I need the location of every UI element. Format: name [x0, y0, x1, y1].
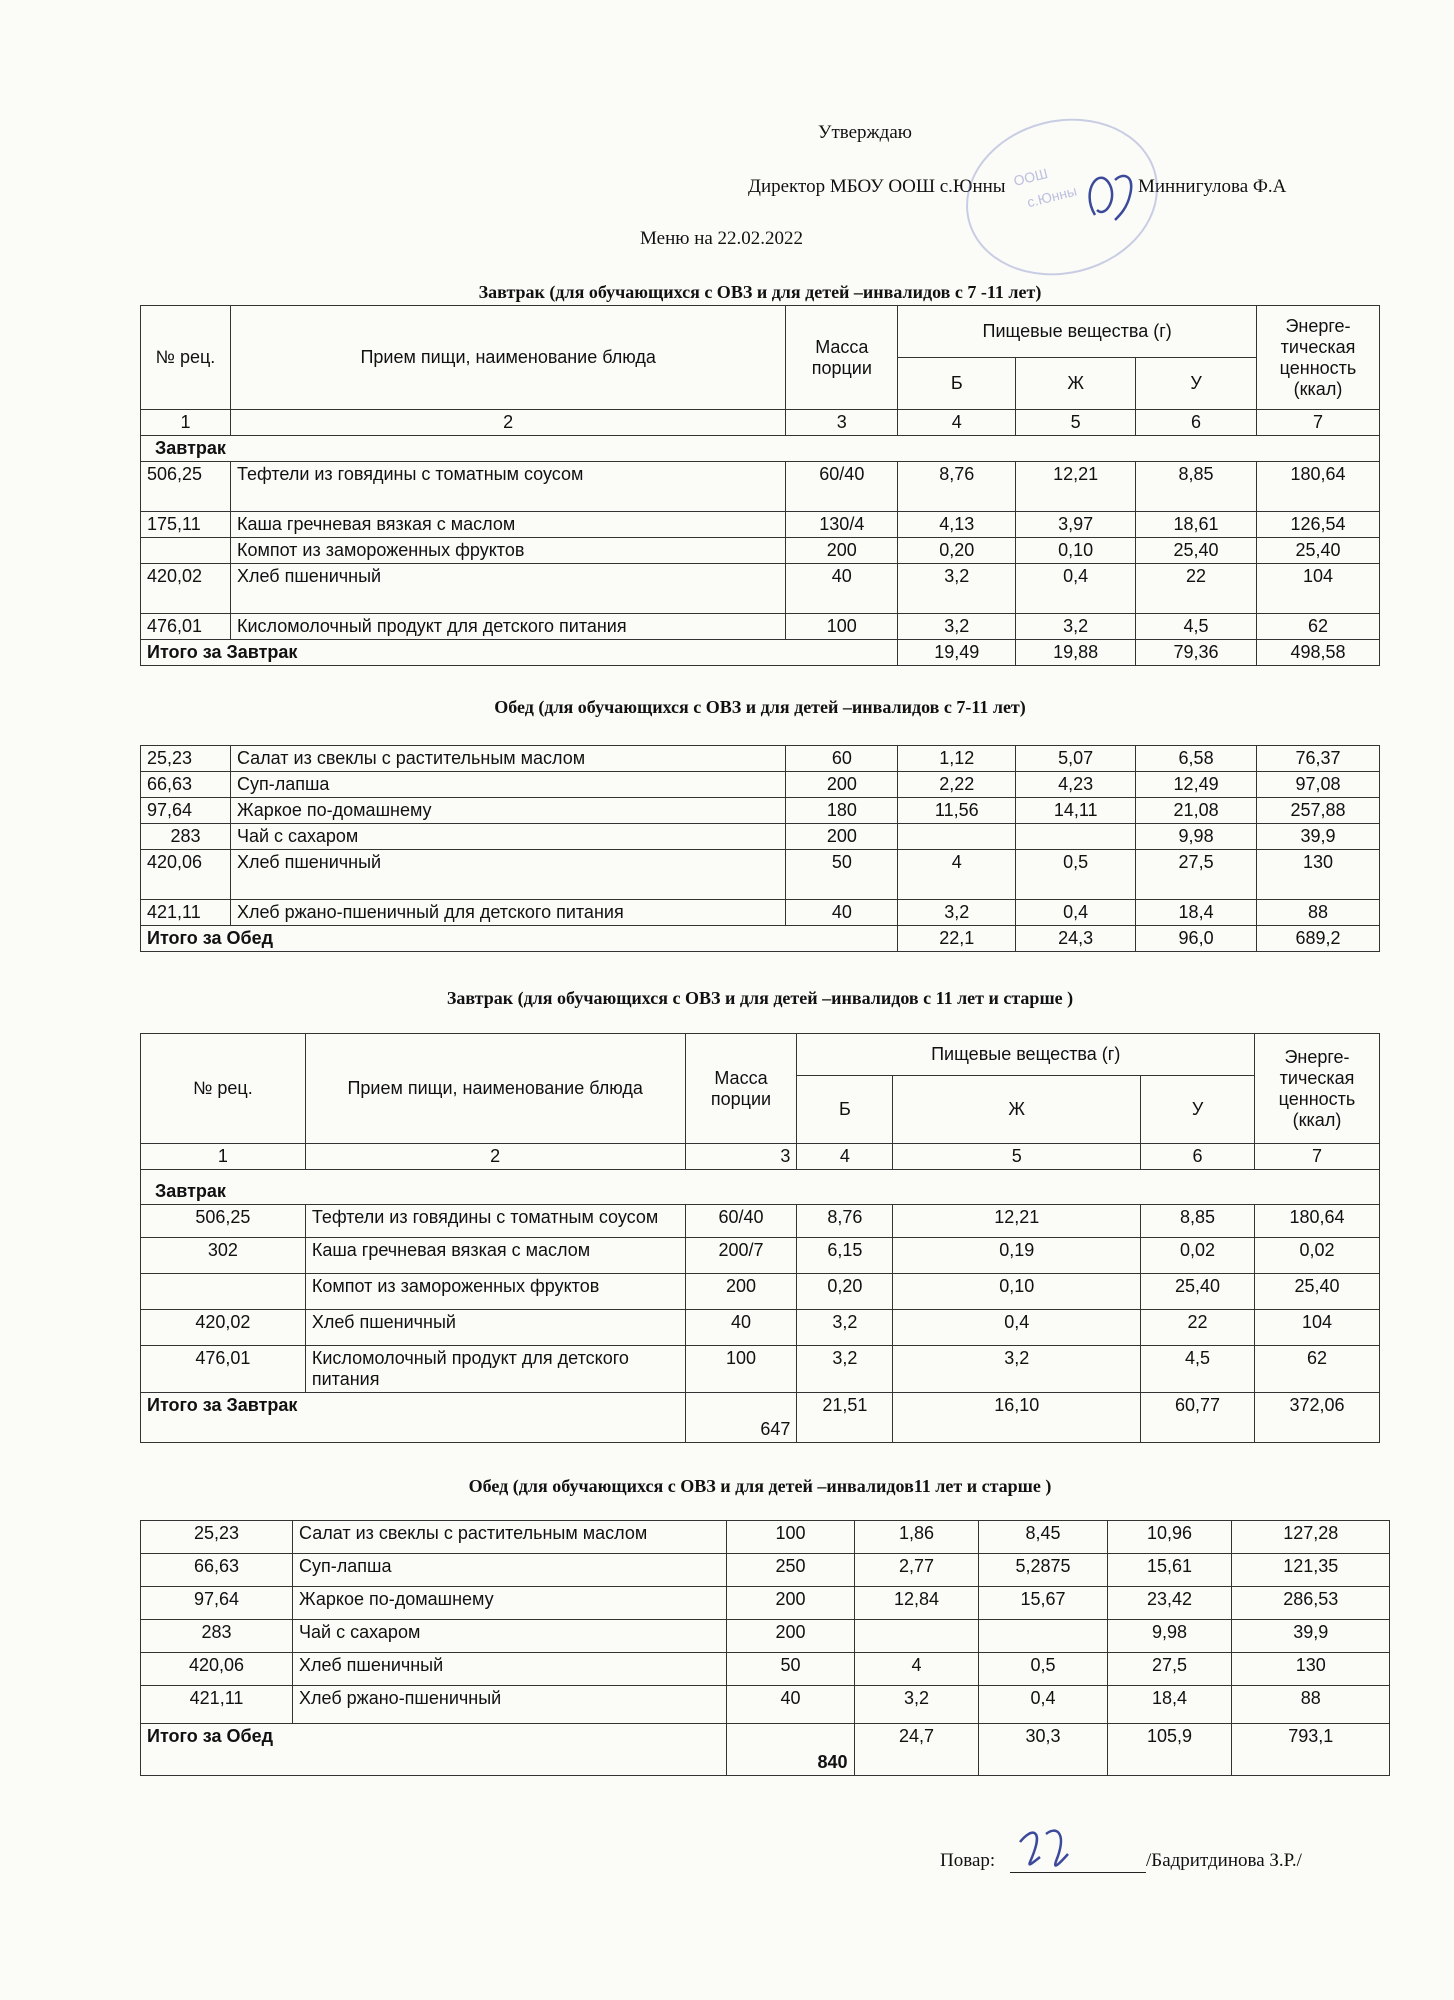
table-row: 420,02 Хлеб пшеничный 40 3,2 0,4 22 104: [141, 1310, 1380, 1346]
table-row: 25,23 Салат из свеклы с растительным маслом 100 1,86 8,45 10,96 127,28: [141, 1521, 1390, 1554]
director-name: Миннигулова Ф.А: [1138, 176, 1287, 197]
table-row: 476,01 Кисломолочный продукт для детского питания 100 3,2 3,2 4,5 62: [141, 1346, 1380, 1393]
menu-date: Меню на 22.02.2022: [640, 228, 804, 249]
table-row: 420,06 Хлеб пшеничный 50 4 0,5 27,5 130: [141, 1653, 1390, 1686]
t2-title: Обед (для обучающихся с ОВЗ и для детей –инвалидов с 7-11 лет): [494, 697, 1026, 717]
table-row: 420,06 Хлеб пшеничный 50 4 0,5 27,5 130: [141, 850, 1380, 900]
table-row: 421,11 Хлеб ржано-пшеничный для детского питания 40 3,2 0,4 18,4 88: [141, 900, 1380, 926]
lunch-7-11-table: [140, 745, 1380, 952]
table-row: 25,23 Салат из свеклы с растительным маслом 60 1,12 5,07 6,58 76,37: [141, 746, 1380, 772]
table-row: 506,25 Тефтели из говядины с томатным соусом 60/40 8,76 12,21 8,85 180,64: [141, 462, 1380, 512]
director-line: Директор МБОУ ООШ с.Юнны: [748, 176, 1006, 197]
total-row: Итого за Завтрак 19,49 19,88 79,36 498,58: [141, 640, 1380, 666]
total-row: Итого за Обед 840 24,7 30,3 105,9 793,1: [141, 1724, 1390, 1776]
breakfast-7-11-table: № рец. Прием пищи, наименование блюда Масса порции Пищевые вещества (г) Энерге-тическая ценность (ккал) Б Ж У 1 2 3 4 5 6 7 Завтрак 506,25 Тефтели из говядины с томатным соусом 60/40 8,76 12,21 8,85 180,64 175,11 Каша гречневая вязкая с маслом 130/4 4,13 3,97 18,61 126,54 Компот из замороженных фруктов 200 0,20 0,10 25,40 25,40 420,02 Хлеб пшеничный 40 3,2 0,4 22 104 476,01 Кисломолочный продукт для детского питания 100 3,2 3,2 4,5 62 Итого за Завтрак 19,49 19,88 79,36 498,58: [140, 305, 1380, 666]
table-header-numbers: 1 2 3 4 5 6 7: [141, 1144, 1380, 1170]
total-row: Итого за Завтрак 647 21,51 16,10 60,77 372,06: [141, 1393, 1380, 1443]
table-row: 66,63 Суп-лапша 250 2,77 5,2875 15,61 121,35: [141, 1554, 1390, 1587]
cook-label: Повар:: [940, 1850, 996, 1871]
cook-signature-icon: [1012, 1822, 1082, 1877]
table-row: 506,25 Тефтели из говядины с томатным соусом 60/40 8,76 12,21 8,85 180,64: [141, 1205, 1380, 1238]
table-row: 97,64 Жаркое по-домашнему 180 11,56 14,11 21,08 257,88: [141, 798, 1380, 824]
table-row: 66,63 Суп-лапша 200 2,22 4,23 12,49 97,08: [141, 772, 1380, 798]
section-label: Завтрак: [141, 436, 1380, 462]
table-row: 421,11 Хлеб ржано-пшеничный 40 3,2 0,4 18,4 88: [141, 1686, 1390, 1724]
approval-text: Утверждаю: [818, 122, 912, 143]
table-row: 302 Каша гречневая вязкая с маслом 200/7 6,15 0,19 0,02 0,02: [141, 1238, 1380, 1274]
table-row: 175,11 Каша гречневая вязкая с маслом 130/4 4,13 3,97 18,61 126,54: [141, 512, 1380, 538]
breakfast-11plus-table: № рец. Прием пищи, наименование блюда Масса порции Пищевые вещества (г) Энерге-тическая ценность (ккал) Б Ж У 1 2 3 4 5 6 7 Завтрак 506,25 Тефтели из говядины с томатным соусом 60/40 8,76 12,21 8,85 180,64 302 Каша гречневая вязкая с маслом 200/7 6,15 0,19 0,02 0,02 Компот из замороженных фруктов 200 0,20 0,10 25,40 25,40 420,02 Хлеб пшеничный 40 3,2 0,4 22 104 476,01 Кисломолочный продукт для детского питания 100 3,2 3,2 4,5 62 Итого за Завтрак 647 21,51 16,10 60,77 372,06: [140, 1033, 1380, 1443]
table-row: 420,02 Хлеб пшеничный 40 3,2 0,4 22 104: [141, 564, 1380, 614]
table-header-numbers: 1 2 3 4 5 6 7: [141, 410, 1380, 436]
table-row: Компот из замороженных фруктов 200 0,20 0,10 25,40 25,40: [141, 1274, 1380, 1310]
table-row: 283 Чай с сахаром 200 9,98 39,9: [141, 824, 1380, 850]
school-stamp: ООШ с.Юнны: [949, 99, 1174, 295]
section-label: Завтрак: [141, 1170, 1380, 1205]
t3-title: Завтрак (для обучающихся с ОВЗ и для детей –инвалидов с 11 лет и старше ): [446, 988, 1074, 1008]
t1-title: Завтрак (для обучающихся с ОВЗ и для детей –инвалидов с 7 -11 лет): [478, 282, 1042, 302]
total-row: Итого за Обед 22,1 24,3 96,0 689,2: [141, 926, 1380, 952]
t4-title: Обед (для обучающихся с ОВЗ и для детей –инвалидов11 лет и старше ): [468, 1476, 1052, 1496]
table-row: 97,64 Жаркое по-домашнему 200 12,84 15,67 23,42 286,53: [141, 1587, 1390, 1620]
cook-name: /Бадритдинова З.Р./: [1146, 1850, 1302, 1871]
lunch-11plus-table: [140, 1520, 1390, 1776]
table-row: 283 Чай с сахаром 200 9,98 39,9: [141, 1620, 1390, 1653]
director-signature-icon: [1075, 160, 1145, 230]
table-row: Компот из замороженных фруктов 200 0,20 0,10 25,40 25,40: [141, 538, 1380, 564]
table-row: 476,01 Кисломолочный продукт для детского питания 100 3,2 3,2 4,5 62: [141, 614, 1380, 640]
